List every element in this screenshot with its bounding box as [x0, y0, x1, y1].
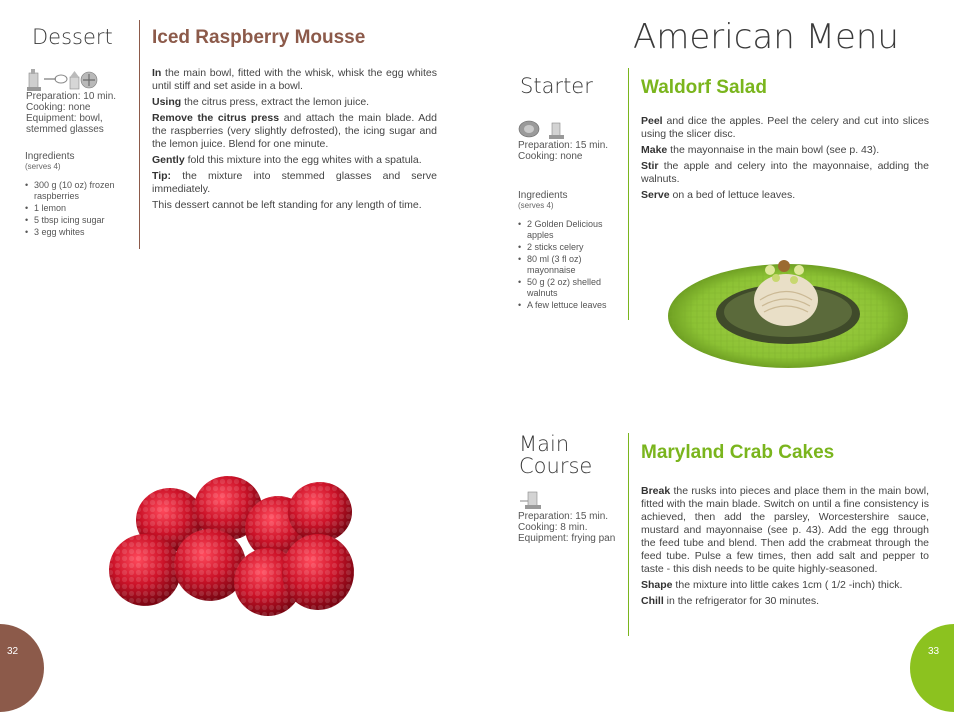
food-processor-icon	[549, 123, 564, 139]
list-item: • 3 egg whites	[25, 227, 125, 238]
equipment-line: Equipment: frying pan	[518, 533, 616, 544]
ingredient-list	[518, 219, 618, 311]
serves-label: (serves 4)	[518, 201, 554, 210]
slicer-disc-icon	[519, 121, 539, 137]
dessert-ingredients	[25, 151, 125, 239]
appliance-icons	[26, 67, 100, 93]
step-2: Make the mayonnaise in the main bowl (see p. 43).	[641, 144, 880, 156]
food-processor-icon	[520, 492, 541, 509]
section-title-line-1: Main	[519, 432, 570, 456]
recipe-title-crab-cakes: Maryland Crab Cakes	[641, 442, 835, 463]
dessert-method	[152, 67, 437, 215]
recipe-title-waldorf-salad: Waldorf Salad	[641, 77, 767, 98]
starter-method	[641, 115, 929, 205]
whisk-icon	[44, 75, 67, 83]
page-number-left-badge	[0, 624, 44, 712]
main-appliance-icons	[518, 489, 548, 511]
step-5: Tip: the mixture into stemmed glasses and serve immediately.	[152, 170, 437, 195]
step-4: Serve on a bed of lettuce leaves.	[641, 189, 796, 201]
equipment-line-1: Equipment: bowl,	[26, 113, 103, 124]
step-3: Stir the apple and celery into the mayonnaise, adding the walnuts.	[641, 160, 929, 185]
ingredient-list	[25, 180, 125, 238]
recipe-title-raspberry-mousse: Iced Raspberry Mousse	[152, 27, 366, 48]
section-title-dessert: Dessert	[32, 25, 113, 49]
main-prep-info	[518, 511, 628, 544]
page-number-right: 33	[928, 646, 940, 657]
step-1: Break the rusks into pieces and place them in the main bowl, fitted with the main blade. Switch on until a fine consistency is achieved, then add the parsley, Worcestershire sauce, mustard and mayonnaise (see p. 43). Add the egg through the feed tube and blend. Then add the crabmeat through the feed tube. Pulse a few times, then add salt and pepper to taste - this dish needs to be quite highly-seasoned.	[641, 485, 929, 575]
ingredients-label: Ingredients	[518, 190, 568, 201]
starter-prep-info	[518, 140, 623, 162]
prep-time: Preparation: 10 min.	[26, 91, 117, 102]
cooking-time: Cooking: none	[518, 151, 583, 162]
food-processor-icon	[27, 69, 41, 91]
step-2: Shape the mixture into little cakes 1cm ( 1/2 -inch) thick.	[641, 579, 903, 591]
page-number-left: 32	[7, 646, 19, 657]
list-item: • 300 g (10 oz) frozen raspberries	[25, 180, 125, 202]
page-number-right-badge	[910, 624, 954, 712]
citrus-press-icon	[70, 71, 79, 89]
step-3: Remove the citrus press and attach the main blade. Add the raspberries (very slightly defrosted), the icing sugar and the lemon juice. Blend for one minute.	[152, 112, 437, 150]
section-title-main-course	[519, 433, 592, 477]
section-title-starter: Starter	[520, 74, 593, 98]
list-item: • 50 g (2 oz) shelled walnuts	[518, 277, 618, 299]
list-item: • 80 ml (3 fl oz) mayonnaise	[518, 254, 618, 276]
ingredients-label: Ingredients	[25, 151, 75, 162]
prep-time: Preparation: 15 min.	[518, 140, 609, 151]
step-6: This dessert cannot be left standing for any length of time.	[152, 199, 422, 211]
serves-label: (serves 4)	[25, 162, 61, 171]
dessert-prep-info	[26, 91, 131, 135]
raspberries-photo	[100, 450, 390, 630]
step-1: Peel and dice the apples. Peel the celery and cut into slices using the slicer disc.	[641, 115, 929, 140]
prep-time: Preparation: 15 min.	[518, 511, 609, 522]
list-item: • 1 lemon	[25, 203, 125, 214]
list-item: • A few lettuce leaves	[518, 300, 618, 311]
section-title-line-2: Course	[519, 454, 593, 478]
page-title: American Menu	[633, 17, 899, 57]
list-item: • 2 sticks celery	[518, 242, 618, 253]
step-3: Chill in the refrigerator for 30 minutes.	[641, 595, 819, 607]
starter-appliance-icons	[518, 119, 568, 141]
step-1: In the main bowl, fitted with the whisk, whisk the egg whites until stiff and set aside in a bowl.	[152, 67, 437, 92]
list-item: • 5 tbsp icing sugar	[25, 215, 125, 226]
cooking-time: Cooking: 8 min.	[518, 522, 588, 533]
divider-line	[628, 433, 629, 636]
waldorf-salad-photo	[664, 248, 912, 370]
divider-line	[628, 68, 629, 320]
cooking-time: Cooking: none	[26, 102, 91, 113]
list-item: • 2 Golden Delicious apples	[518, 219, 618, 241]
step-2: Using the citrus press, extract the lemon juice.	[152, 96, 370, 108]
divider-line	[139, 20, 140, 249]
blade-icon	[81, 72, 97, 88]
starter-ingredients	[518, 190, 618, 312]
equipment-line-2: stemmed glasses	[26, 124, 104, 135]
main-method	[641, 485, 929, 611]
step-4: Gently fold this mixture into the egg whites with a spatula.	[152, 154, 422, 166]
